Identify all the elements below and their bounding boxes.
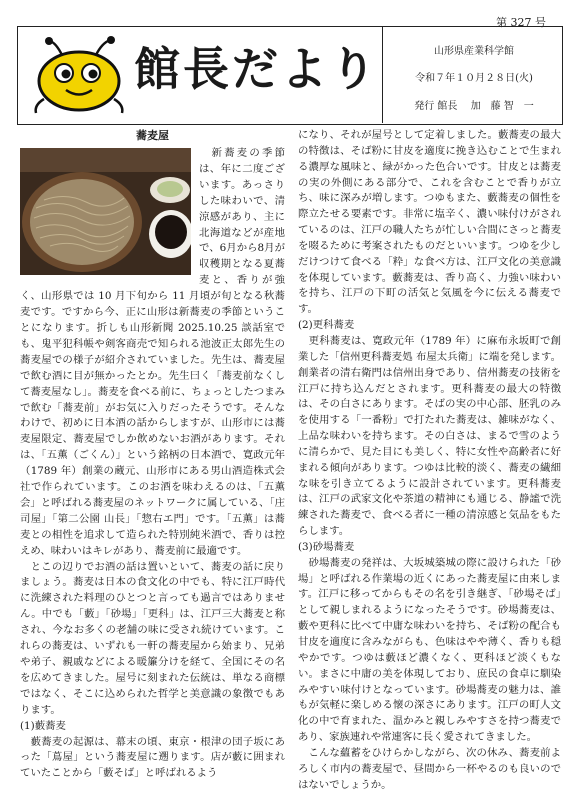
paragraph-yabu-origin: 藪蕎麦の起源は、幕末の頃、東京・根津の団子坂にあった「蔦屋」という蕎麦屋に遡ります。店が藪に囲まれていたことから「藪そば」と呼ばれるよう <box>20 735 285 780</box>
paragraph-sunaba: 砂場蕎麦の発祥は、大坂城築城の際に設けられた「砂場」と呼ばれる作業場の近くにあった蕎麦屋に由来します。江戸に移ってからもその名を引き継ぎ、「砂場そば」として親しまれるようになったそうです。砂場蕎麦は、藪や更科に比べて中庸な味わいを持ち、そば粉の配合も甘皮を適度に含みながらも、色味はやや薄く、香りも穏やかです。つゆは藪ほど濃くなく、更科ほど淡くもない。まさに中庸の美を体現しており、庶民の食卓に馴染みやすい味付けとなっています。砂場蕎麦の魅力は、誰もが気軽に楽しめる懐の深さにあります。江戸の町人文化の中で育まれた、温かみと親しみやすさを持つ蕎麦であり、家族連れや常連客に長く愛されてきました。 <box>298 556 561 744</box>
paragraph-closing: こんな蘊蓄をひけらかしながら、次の休み、蕎麦前よろしく市内の蕎麦屋で、昼間から一杯やるのも良いのではないでしょうか。 <box>298 746 561 791</box>
newsletter-title: 館長だより <box>134 42 379 96</box>
mascot-bee-icon <box>30 33 130 117</box>
publisher-line: 発行 館長 加 藤 智 一 <box>414 101 534 112</box>
issue-number: 第 327 号 <box>496 16 546 29</box>
newsletter-header <box>17 26 563 125</box>
article-left-column <box>20 128 285 782</box>
subheading-yabu: (1)藪蕎麦 <box>20 719 66 732</box>
soba-photo <box>20 148 191 275</box>
paragraph-yabu-continued: になり、それが屋号として定着しました。藪蕎麦の最大の特徴は、そば粉に甘皮を適度に挽き込むことで生まれる濃厚な風味と、緑がかった色合いです。甘皮とは蕎麦の実の外側にある部分で、これを含むことで香りが立ち、味に深みが増します。つゆもまた、藪蕎麦の個性を際立たせる要素です。非常に塩辛く、濃い味付けがされているのは、江戸の職人たちが忙しい合間にさっと蕎麦を啜るために考案されたものだといいます。つゆを少しだけつけて食べる「粋」な食べ方は、江戸文化の美意識を体現しています。藪蕎麦は、香り高く、力強い味わいを持ち、江戸の下町の活気と気風を今に伝える蕎麦です。 <box>298 129 561 316</box>
subheading-sunaba: (3)砂場蕎麦 <box>298 540 355 553</box>
issue-date: 令和７年１０月２８日(火) <box>415 73 533 84</box>
logo-title-box <box>18 27 383 123</box>
paragraph-new-soba: 新蕎麦の季節は、年に二度ございます。あっさりした味わいで、清涼感があり、主に北海道などが産地で、6月から8月が収穫期となる夏蕎麦と、香りが強く、山形県では 10 月下旬から 11 月頃が旬となる秋蕎麦です。ですから今、正に山形は新蕎麦の季節ということになります。折しも山形新聞 2025.10.25 談話室でも、鬼平犯科帳や剣客商売で知られる池波正太郎先生の蕎麦屋での様子が紹介されていました。先生は、蕎麦屋で飲む酒に目が無かったとか。先生曰く「蕎麦前なくして蕎麦屋なし」。蕎麦を食べる前に、ちょっとしたつまみで飲む「蕎麦前」がお気に入りだったそうです。そんなわけで、初めに日本酒の話からしますが、山形市には蕎麦屋限定、蕎麦屋でしか飲めないお酒があります。それは、「五薫（ごくん）」という銘柄の日本酒で、寛政元年（1789 年）創業の蔵元、山形市にある男山酒造株式会社で作られています。このお酒を味わえるのは、「五薫会」と呼ばれる蕎麦屋のネットワークに属している、「庄司屋」「第二公園 山長」「惣右エ門」です。「五薫」は蕎麦との相性を追求して造られた特別純米酒で、香りは控えめ、味わいはキレがあり、蕎麦前に最適です。 <box>20 147 285 557</box>
article-right-column <box>298 128 561 793</box>
subheading-sarashina: (2)更科蕎麦 <box>298 319 355 332</box>
paragraph-sarashina: 更科蕎麦は、寛政元年（1789 年）に麻布永坂町で創業した「信州更科蕎麦処 布屋太兵衛」に端を発します。創業者の清右衛門は信州出身であり、信州蕎麦の技術を江戸に持ち込んだとされます。更科蕎麦の最大の特徴は、その白さにあります。そばの実の中心部、胚乳のみを使用する「一番粉」で打たれた蕎麦は、雑味がなく、上品な味わいを持ちます。その白さは、まるで雪のように清らかで、見た目にも美しく、特に女性や高齢者に好まれる傾向があります。つゆは比較的淡く、蕎麦の繊細な味を引き立てるように設計されています。更科蕎麦は、江戸の武家文化や茶道の精神にも通じる、静謐で洗練された蕎麦で、食べる者に一種の清涼感と気品をもたらします。 <box>298 334 561 538</box>
header-info <box>386 27 562 123</box>
paragraph-three-soba: とこの辺りでお酒の話は置いといて、蕎麦の話に戻りましょう。蕎麦は日本の食文化の中でも、特に江戸時代に洗練された料理のひとつと言っても過言ではありません。中でも「藪」「砂場」「更科」は、江戸三大蕎麦と称され、今なお多くの老舗の味に受され続けています。これらの蕎麦は、いずれも一軒の蕎麦屋から始まり、兄弟や弟子、親戚などによる暖簾分けを経て、全国にその名を広めてきました。屋号に刻まれた伝統は、単なる商標ではなく、そこに込められた哲学と美意識の象徴でもあります。 <box>20 560 285 716</box>
article-heading: 蕎麦屋 <box>136 129 169 142</box>
organization-name: 山形県産業科学館 <box>434 46 514 57</box>
